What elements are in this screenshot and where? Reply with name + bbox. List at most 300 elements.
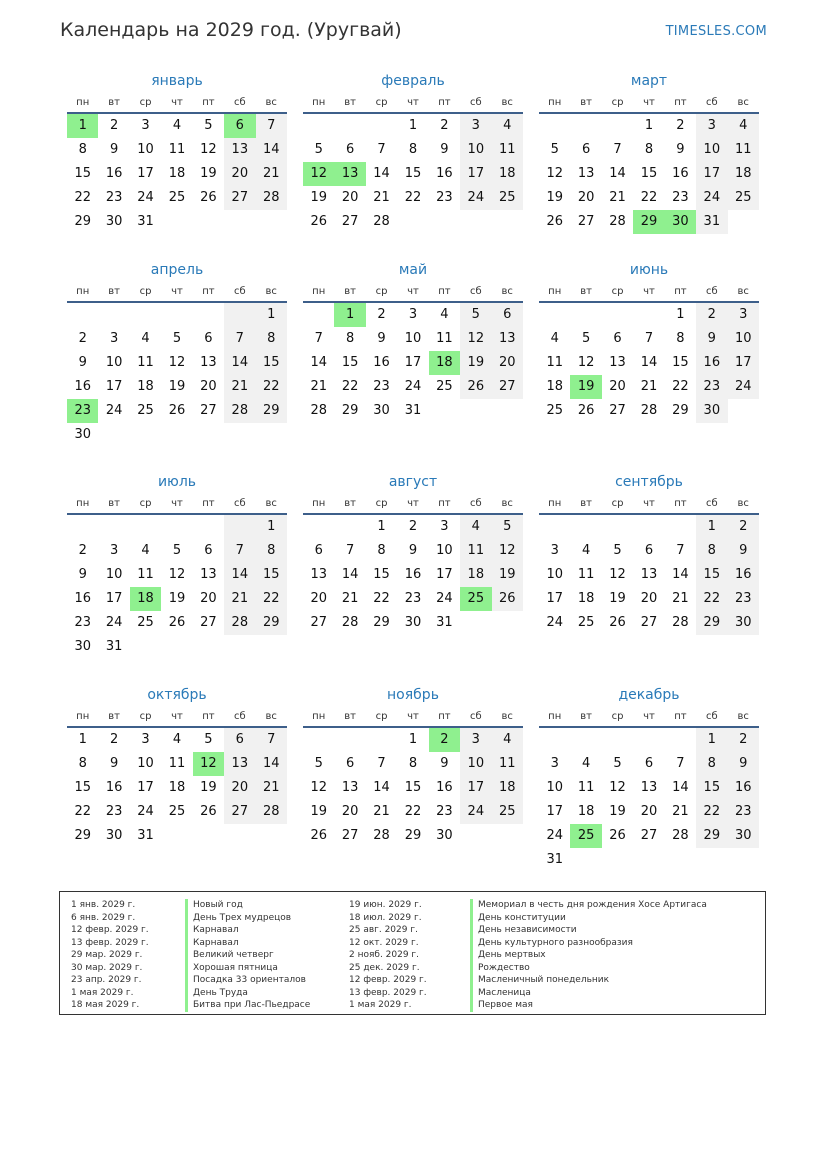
- empty-cell: [224, 423, 255, 447]
- day-cell: 20: [310, 591, 327, 606]
- day-cell: 18: [728, 162, 759, 186]
- day-cell: 19: [492, 563, 523, 587]
- day-cell: 6: [345, 756, 355, 771]
- weekday-label: сб: [233, 96, 246, 108]
- week-row: [539, 752, 759, 776]
- day-cell: 3: [550, 543, 559, 558]
- weekday-label: чт: [643, 285, 655, 297]
- holiday-name: День Труда: [185, 987, 310, 1000]
- day-cell: 5: [613, 543, 622, 558]
- day-cell: 3: [460, 728, 491, 752]
- week-row: [303, 114, 523, 138]
- holiday-date: 12 окт. 2029 г.: [349, 937, 419, 948]
- day-cell: 2: [440, 118, 449, 133]
- holiday-name: Великий четверг: [185, 949, 310, 962]
- day-cell: 10: [137, 756, 154, 771]
- day-cell: 23: [728, 800, 759, 824]
- day-cell: 20: [200, 379, 217, 394]
- weekday-label: ср: [611, 710, 624, 722]
- empty-cell: [633, 848, 664, 872]
- week-row: [67, 563, 287, 587]
- week-row: [539, 824, 759, 848]
- day-cell: 22: [256, 375, 287, 399]
- day-cell: 16: [696, 351, 727, 375]
- holiday-name: Мемориал в честь дня рождения Хосе Артигаса: [470, 899, 707, 912]
- day-cell: 16: [74, 379, 91, 394]
- weekday-label: ср: [375, 710, 388, 722]
- empty-cell: [728, 210, 759, 234]
- day-cell: 30: [74, 427, 91, 442]
- day-cell: 2: [109, 118, 119, 133]
- week-row: [303, 351, 523, 375]
- day-cell: 28: [224, 399, 255, 423]
- month-name: декабрь: [618, 687, 680, 703]
- day-cell: 12: [310, 780, 327, 795]
- day-cell: 24: [404, 379, 422, 394]
- week-row: [67, 351, 287, 375]
- week-row: [539, 303, 759, 327]
- week-row: [539, 351, 759, 375]
- day-cell: 16: [373, 355, 390, 370]
- empty-cell: [633, 515, 664, 539]
- day-cell: 26: [200, 804, 217, 819]
- day-cell: 8: [644, 142, 654, 157]
- holiday-date: 30 мар. 2029 г.: [71, 962, 143, 973]
- empty-cell: [303, 303, 334, 327]
- day-cell: 17: [546, 804, 563, 819]
- week-row: [67, 611, 287, 635]
- weekday-label: пн: [76, 96, 90, 108]
- day-cell: 30: [665, 210, 696, 234]
- day-cell: 7: [377, 142, 386, 157]
- day-cell: 24: [137, 190, 154, 205]
- day-cell: 16: [105, 166, 123, 181]
- day-cell: 12: [200, 142, 217, 157]
- weekday-label: ср: [375, 285, 388, 297]
- day-cell: 1: [676, 307, 685, 322]
- day-cell: 5: [613, 756, 622, 771]
- month-7: [303, 471, 523, 635]
- day-cell: 21: [224, 587, 255, 611]
- day-cell: 14: [672, 780, 689, 795]
- day-cell: 8: [676, 331, 685, 346]
- day-cell: 9: [109, 142, 119, 157]
- weekday-label: вс: [737, 96, 749, 108]
- holiday-name: Масленичный понедельник: [470, 974, 707, 987]
- day-cell: 26: [492, 587, 523, 611]
- day-cell: 26: [310, 828, 327, 843]
- day-cell: 5: [314, 142, 323, 157]
- day-cell: 8: [345, 331, 355, 346]
- day-cell: 19: [609, 591, 626, 606]
- week-row: [303, 776, 523, 800]
- holiday-name: День культурного разнообразия: [470, 937, 707, 950]
- day-cell: 1: [256, 303, 287, 327]
- week-row: [539, 848, 759, 872]
- empty-cell: [193, 824, 224, 848]
- day-cell: 3: [728, 303, 759, 327]
- week-row: [303, 186, 523, 210]
- weekday-label: сб: [469, 497, 482, 509]
- empty-cell: [602, 515, 633, 539]
- week-row: [539, 375, 759, 399]
- day-cell: 18: [130, 587, 161, 611]
- day-cell: 5: [492, 515, 523, 539]
- weekday-header: [67, 493, 287, 515]
- day-cell: 21: [256, 776, 287, 800]
- day-cell: 17: [436, 567, 453, 582]
- day-cell: 10: [137, 142, 154, 157]
- holiday-name: Карнавал: [185, 924, 310, 937]
- day-cell: 30: [728, 824, 759, 848]
- month-3: [67, 259, 287, 447]
- empty-cell: [602, 303, 633, 327]
- weekday-label: сб: [705, 96, 718, 108]
- day-cell: 31: [546, 852, 563, 867]
- holiday-date: 23 апр. 2029 г.: [71, 975, 142, 985]
- weekday-label: чт: [407, 710, 419, 722]
- day-cell: 6: [204, 543, 213, 558]
- month-6: [67, 471, 287, 659]
- day-cell: 16: [404, 567, 422, 582]
- weekday-label: сб: [469, 710, 482, 722]
- week-row: [303, 728, 523, 752]
- holiday-name: Новый год: [185, 899, 310, 912]
- holiday-date: 12 февр. 2029 г.: [71, 925, 149, 935]
- day-cell: 17: [105, 379, 123, 394]
- day-cell: 10: [460, 752, 491, 776]
- empty-cell: [256, 635, 287, 659]
- day-cell: 7: [644, 331, 654, 346]
- day-cell: 6: [204, 331, 213, 346]
- empty-cell: [256, 210, 287, 234]
- day-cell: 24: [546, 828, 563, 843]
- empty-cell: [161, 635, 192, 659]
- empty-cell: [193, 423, 224, 447]
- weekday-label: вс: [265, 285, 277, 297]
- day-cell: 1: [256, 515, 287, 539]
- empty-cell: [303, 728, 334, 752]
- day-cell: 18: [460, 563, 491, 587]
- weekday-label: пн: [76, 710, 90, 722]
- day-cell: 17: [137, 166, 154, 181]
- week-row: [539, 114, 759, 138]
- empty-cell: [161, 210, 192, 234]
- weekday-label: вт: [108, 285, 120, 297]
- month-8: [539, 471, 759, 635]
- day-cell: 15: [696, 563, 727, 587]
- day-cell: 17: [105, 591, 123, 606]
- legend-right-names: [470, 899, 707, 1012]
- weekday-label: вт: [580, 96, 592, 108]
- day-cell: 4: [492, 728, 523, 752]
- day-cell: 17: [546, 591, 563, 606]
- weekday-label: вс: [501, 96, 513, 108]
- empty-cell: [539, 728, 570, 752]
- day-cell: 27: [224, 186, 255, 210]
- day-cell: 1: [696, 728, 727, 752]
- weekday-label: сб: [469, 96, 482, 108]
- week-row: [67, 186, 287, 210]
- week-row: [539, 186, 759, 210]
- day-cell: 2: [109, 732, 119, 747]
- day-cell: 19: [460, 351, 491, 375]
- month-name: январь: [151, 73, 203, 89]
- empty-cell: [492, 824, 523, 848]
- day-cell: 8: [696, 752, 727, 776]
- empty-cell: [161, 423, 192, 447]
- day-cell: 4: [581, 543, 591, 558]
- holiday-date: 12 февр. 2029 г.: [349, 975, 427, 985]
- day-cell: 5: [314, 756, 323, 771]
- weekday-header: [303, 281, 523, 303]
- day-cell: 22: [341, 379, 359, 394]
- empty-cell: [334, 515, 365, 539]
- week-row: [67, 399, 287, 423]
- day-cell: 18: [168, 780, 186, 795]
- day-cell: 30: [105, 214, 123, 229]
- day-cell: 6: [314, 543, 323, 558]
- day-cell: 8: [78, 756, 87, 771]
- day-cell: 7: [256, 114, 287, 138]
- day-cell: 22: [672, 379, 689, 394]
- day-cell: 1: [408, 118, 418, 133]
- day-cell: 3: [550, 756, 559, 771]
- day-cell: 25: [137, 615, 154, 630]
- day-cell: 22: [404, 190, 422, 205]
- month-name: июль: [157, 474, 197, 490]
- holiday-date: 1 мая 2029 г.: [349, 1000, 412, 1010]
- day-cell: 13: [640, 567, 658, 582]
- empty-cell: [130, 635, 161, 659]
- site-link[interactable]: TIMESLES.COM: [665, 24, 767, 39]
- day-cell: 11: [546, 355, 563, 370]
- empty-cell: [67, 515, 98, 539]
- day-cell: 12: [303, 162, 334, 186]
- empty-cell: [665, 848, 696, 872]
- day-cell: 6: [224, 114, 255, 138]
- day-cell: 18: [546, 379, 563, 394]
- day-cell: 30: [436, 828, 453, 843]
- empty-cell: [193, 635, 224, 659]
- day-cell: 23: [436, 190, 453, 205]
- day-cell: 29: [74, 214, 91, 229]
- day-cell: 18: [492, 776, 523, 800]
- day-cell: 15: [672, 355, 689, 370]
- weekday-label: чт: [171, 497, 183, 509]
- day-cell: 4: [440, 307, 449, 322]
- day-cell: 13: [577, 166, 595, 181]
- weekday-label: вт: [108, 96, 120, 108]
- holiday-date: 25 дек. 2029 г.: [349, 962, 420, 973]
- weekday-label: ср: [139, 710, 152, 722]
- day-cell: 24: [460, 186, 491, 210]
- day-cell: 1: [67, 114, 98, 138]
- week-row: [539, 800, 759, 824]
- week-row: [67, 162, 287, 186]
- empty-cell: [366, 728, 397, 752]
- day-cell: 16: [105, 780, 123, 795]
- day-cell: 19: [546, 190, 563, 205]
- holiday-name: Хорошая пятница: [185, 962, 310, 975]
- day-cell: 17: [728, 351, 759, 375]
- legend-left-dates: [71, 899, 149, 1012]
- day-cell: 31: [404, 403, 422, 418]
- day-cell: 5: [550, 142, 559, 157]
- empty-cell: [130, 423, 161, 447]
- weekday-label: вт: [344, 96, 356, 108]
- day-cell: 19: [310, 804, 327, 819]
- day-cell: 14: [341, 567, 359, 582]
- day-cell: 20: [341, 804, 359, 819]
- day-cell: 4: [492, 114, 523, 138]
- month-0: [67, 70, 287, 234]
- day-cell: 13: [200, 567, 217, 582]
- weekday-label: чт: [643, 497, 655, 509]
- day-cell: 5: [204, 118, 213, 133]
- month-name: ноябрь: [387, 687, 439, 703]
- day-cell: 29: [696, 611, 727, 635]
- weekday-label: ср: [611, 285, 624, 297]
- empty-cell: [98, 423, 129, 447]
- empty-cell: [224, 635, 255, 659]
- day-cell: 6: [581, 142, 591, 157]
- day-cell: 9: [728, 539, 759, 563]
- day-cell: 26: [546, 214, 563, 229]
- weekday-label: вс: [501, 285, 513, 297]
- day-cell: 15: [373, 567, 390, 582]
- weekday-header: [539, 281, 759, 303]
- weekday-label: ср: [611, 96, 624, 108]
- month-2: [539, 70, 759, 234]
- week-row: [67, 303, 287, 327]
- weekday-label: чт: [171, 285, 183, 297]
- day-cell: 15: [696, 776, 727, 800]
- day-cell: 12: [193, 752, 224, 776]
- day-cell: 11: [137, 355, 154, 370]
- day-cell: 21: [672, 591, 689, 606]
- month-name: август: [388, 474, 438, 490]
- day-cell: 5: [460, 303, 491, 327]
- day-cell: 23: [373, 379, 390, 394]
- day-cell: 4: [460, 515, 491, 539]
- weekday-header: [303, 92, 523, 114]
- empty-cell: [460, 824, 491, 848]
- weekday-label: пн: [548, 497, 562, 509]
- day-cell: 2: [78, 543, 87, 558]
- month-name: май: [398, 262, 428, 278]
- week-row: [303, 563, 523, 587]
- empty-cell: [256, 824, 287, 848]
- week-row: [67, 587, 287, 611]
- week-row: [67, 515, 287, 539]
- day-cell: 7: [676, 543, 685, 558]
- weekday-header: [539, 493, 759, 515]
- week-row: [539, 611, 759, 635]
- day-cell: 4: [141, 543, 150, 558]
- day-cell: 9: [408, 543, 418, 558]
- weekday-label: пн: [312, 285, 326, 297]
- empty-cell: [665, 728, 696, 752]
- day-cell: 28: [373, 828, 390, 843]
- day-cell: 24: [546, 615, 563, 630]
- day-cell: 19: [168, 591, 186, 606]
- month-name: июнь: [629, 262, 669, 278]
- empty-cell: [539, 515, 570, 539]
- week-row: [303, 327, 523, 351]
- legend-right-dates: [349, 899, 427, 1012]
- empty-cell: [193, 515, 224, 539]
- week-row: [303, 611, 523, 635]
- day-cell: 3: [460, 114, 491, 138]
- holiday-name: Рождество: [470, 962, 707, 975]
- day-cell: 13: [640, 780, 658, 795]
- weekday-label: пн: [548, 285, 562, 297]
- day-cell: 8: [78, 142, 87, 157]
- day-cell: 2: [408, 519, 418, 534]
- holiday-name: День Трех мудрецов: [185, 912, 310, 925]
- day-cell: 30: [74, 639, 91, 654]
- day-cell: 9: [696, 327, 727, 351]
- day-cell: 6: [345, 142, 355, 157]
- day-cell: 19: [609, 804, 626, 819]
- week-row: [303, 800, 523, 824]
- empty-cell: [224, 515, 255, 539]
- weekday-label: ср: [375, 96, 388, 108]
- day-cell: 18: [577, 591, 595, 606]
- day-cell: 20: [640, 591, 658, 606]
- weekday-label: вс: [737, 285, 749, 297]
- day-cell: 23: [105, 190, 123, 205]
- day-cell: 4: [141, 331, 150, 346]
- holiday-legend: [59, 891, 766, 1015]
- empty-cell: [728, 848, 759, 872]
- day-cell: 9: [78, 355, 87, 370]
- day-cell: 26: [200, 190, 217, 205]
- day-cell: 15: [341, 355, 359, 370]
- week-row: [67, 800, 287, 824]
- week-row: [303, 303, 523, 327]
- holiday-date: 6 янв. 2029 г.: [71, 912, 136, 923]
- day-cell: 13: [492, 327, 523, 351]
- day-cell: 27: [200, 615, 217, 630]
- day-cell: 27: [640, 828, 658, 843]
- day-cell: 9: [728, 752, 759, 776]
- weekday-label: вт: [108, 497, 120, 509]
- day-cell: 28: [640, 403, 658, 418]
- day-cell: 26: [168, 403, 186, 418]
- week-row: [303, 824, 523, 848]
- day-cell: 18: [577, 804, 595, 819]
- day-cell: 1: [377, 519, 386, 534]
- day-cell: 14: [373, 166, 390, 181]
- day-cell: 23: [105, 804, 123, 819]
- day-cell: 22: [696, 587, 727, 611]
- month-name: апрель: [150, 262, 204, 278]
- month-name: февраль: [381, 73, 445, 89]
- holiday-name: Посадка 33 ориенталов: [185, 974, 310, 987]
- empty-cell: [224, 303, 255, 327]
- day-cell: 9: [676, 142, 685, 157]
- day-cell: 1: [408, 732, 418, 747]
- empty-cell: [570, 848, 601, 872]
- day-cell: 10: [460, 138, 491, 162]
- day-cell: 6: [644, 543, 654, 558]
- holiday-date: 25 авг. 2029 г.: [349, 925, 418, 935]
- day-cell: 26: [168, 615, 186, 630]
- day-cell: 27: [310, 615, 327, 630]
- empty-cell: [224, 824, 255, 848]
